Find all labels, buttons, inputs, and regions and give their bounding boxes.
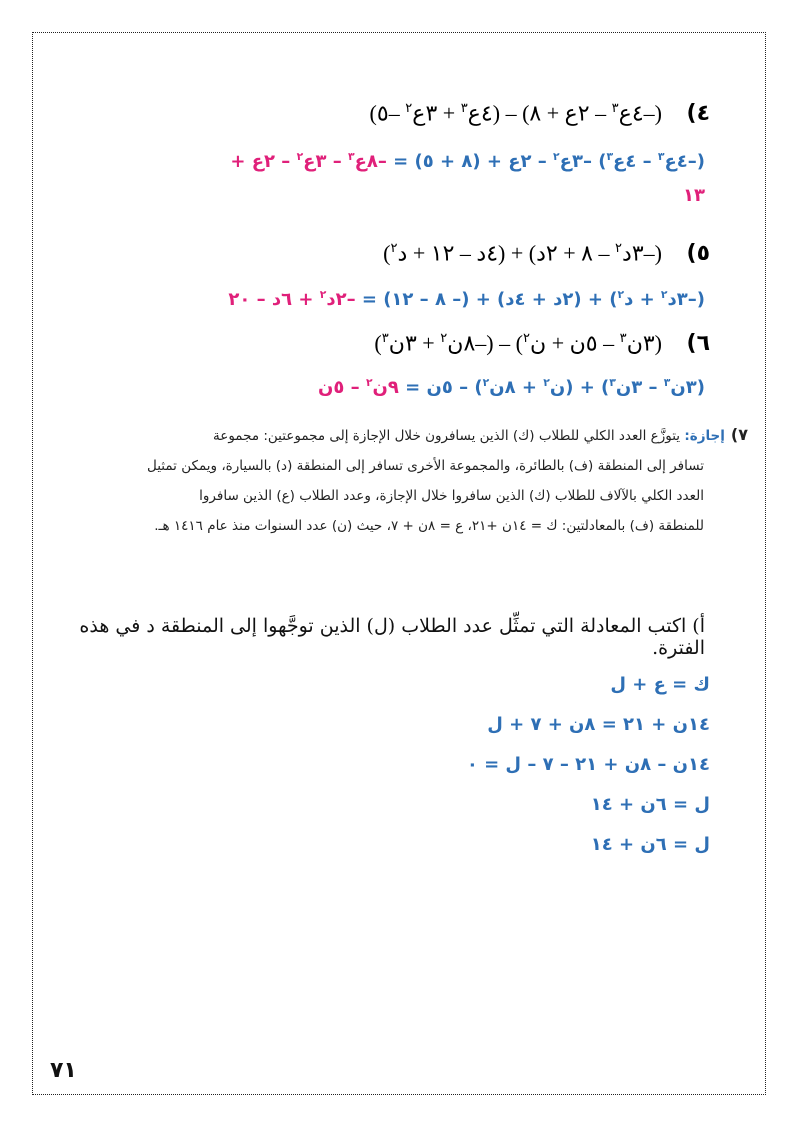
solution-step: ل = ٦ن + ١٤ [590,794,710,815]
answer-work: (–٣د$^٢$ + د$^٢$) + (٢د + ٤د) + (– ٨ – ١٢) = [355,288,705,310]
answer-work: (–٤ع$^٣$ – ٤ع$^٣$) –٣ع$^٢$ – ٢ع + (٨ + ٥) = [386,150,705,172]
problem-5-answer [70,288,705,310]
problem-7-line-3: العدد الكلي بالآلاف للطلاب (ك) الذين سافروا خلال الإجازة، وعدد الطلاب (ع) الذين سافروا [199,488,704,504]
problem-number: ٦) [686,331,710,357]
problem-question: (٣ن$^٣$ – ٥ن + ن$^٢$) – (–٨ن$^٢$ + ٣ن$^٣$) [374,330,662,356]
problem-question: (–٣د$^٢$ – ٨ + ٢د) + (٤د – ١٢ + د$^٢$) [383,240,662,266]
solution-step: ك = ع + ل [610,674,710,695]
problem-4-answer [70,150,705,172]
problem-number: ٧) [730,425,748,444]
problem-number: ٤) [686,101,710,127]
answer-result: –٢د$^٢$ + ٦د – ٢٠ [228,288,356,310]
part-a-solution [60,665,710,865]
problem-4 [70,100,710,126]
problem-4-answer-cont [560,185,705,206]
problem-7-line-2: تسافر إلى المنطقة (ف) بالطائرة، والمجموعة الأخرى تسافر إلى المنطقة (د) بالسيارة، ويمكن تمثيل [147,458,704,474]
answer-work: (٣ن$^٣$ – ٣ن$^٣$) + (ن$^٢$ + ٨ن$^٢$) – ٥ن = [398,376,705,398]
solution-final: ل = ٦ن + ١٤ [590,834,710,855]
solution-step: ١٤ن – ٨ن + ٢١ – ٧ – ل = ٠ [466,754,710,775]
answer-result-cont: ١٣ [683,185,705,206]
part-a-prompt: أ) اكتب المعادلة التي تمثِّل عدد الطلاب (ل) الذين توجَّهوا إلى المنطقة د في هذه الفترة. [79,615,705,659]
problem-6 [70,330,710,356]
problem-7-line-4: للمنطقة (ف) بالمعادلتين: ك = ١٤ن +٢١، ع = ٨ن + ٧، حيث (ن) عدد السنوات منذ عام ١٤١٦ هـ. [154,518,704,534]
problem-number: ٥) [686,241,710,267]
problem-7 [38,420,748,541]
answer-result: –٨ع$^٣$ – ٣ع$^٢$ – ٢ع + [230,150,387,172]
page-number: ٧١ [50,1058,77,1083]
problem-7-line-1 [38,420,748,451]
problem-text: يتوزَّع العدد الكلي للطلاب (ك) الذين يسافرون خلال الإجازة إلى مجموعتين: مجموعة [213,428,681,444]
answer-result: ٩ن$^٢$ – ٥ن [318,376,399,398]
problem-question: (–٤ع$^٣$ – ٢ع + ٨) – (٤ع$^٣$ + ٣ع$^٢$ –٥) [369,100,662,126]
problem-5 [70,240,710,266]
problem-keyword: إجازة: [684,428,725,444]
problem-6-answer [70,376,705,398]
solution-step: ١٤ن + ٢١ = ٨ن + ٧ + ل [487,714,710,735]
